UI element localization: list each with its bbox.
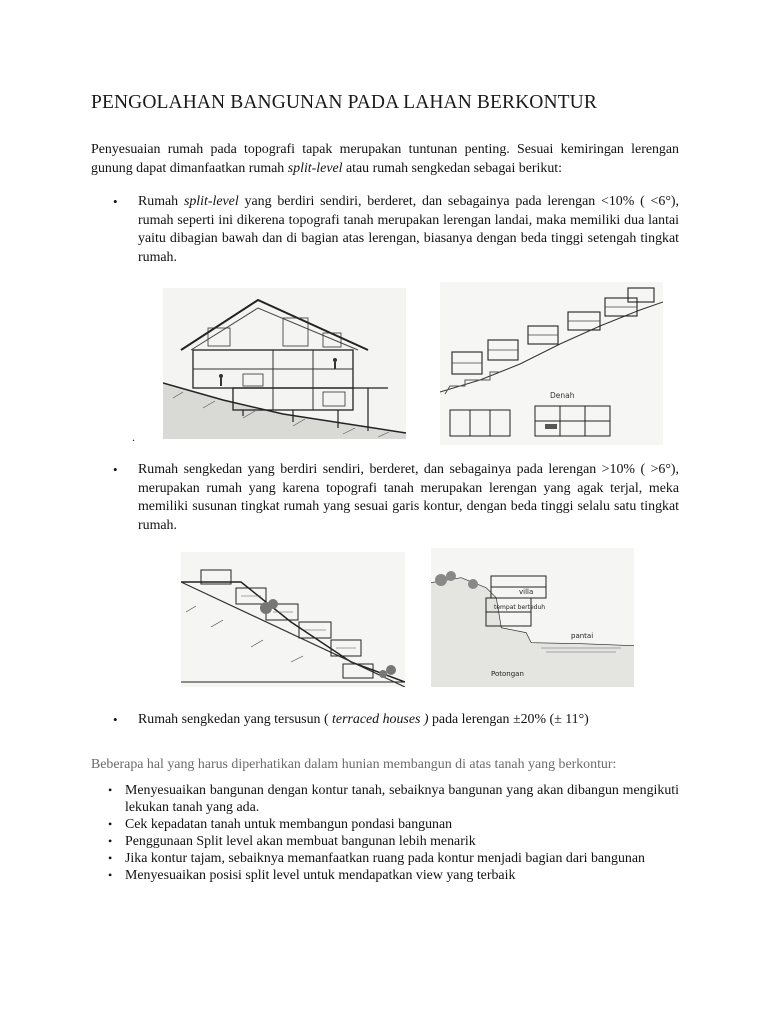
villa-coastal-section-illustration <box>431 548 634 687</box>
bullet-split-level <box>91 193 679 267</box>
bullet-dot: • <box>108 834 113 848</box>
list-item <box>91 816 679 833</box>
list-item-text: Menyesuaikan bangunan dengan kontur tanah, sebaiknya bangunan yang akan dibangun mengikuti lekukan tanah yang ada. <box>125 783 679 815</box>
bullet-3-text-b: pada lerengan ±20% (± 11°) <box>428 712 589 727</box>
intro-text-1: Penyesuaian rumah pada topografi tapak merupakan tuntunan penting. Sesuai kemiringan lerengan gunung dapat dimanfaatkan rumah <box>91 142 679 176</box>
list-item-text: Jika kontur tajam, sebaiknya memanfaatkan ruang pada kontur menjadi bagian dari bangunan <box>125 851 645 866</box>
bullet-dot: • <box>108 851 113 865</box>
page-title: PENGOLAHAN BANGUNAN PADA LAHAN BERKONTUR <box>91 92 597 113</box>
label-potongan: Potongan <box>491 670 524 678</box>
label-pantai: pantai <box>571 632 594 640</box>
terraced-slope-illustration <box>181 552 405 687</box>
bullet-3-italic: terraced houses ) <box>332 712 429 727</box>
label-denah: Denah <box>550 391 575 400</box>
bullet-dot: • <box>113 462 118 477</box>
list-item-text: Cek kepadatan tanah untuk membangun pondasi bangunan <box>125 817 453 832</box>
intro-paragraph <box>91 140 679 178</box>
bullet-1-text-a: Rumah <box>138 194 184 209</box>
bullet-dot: • <box>113 712 118 727</box>
bullet-1-text-b: yang berdiri sendiri, berderet, dan sebagainya pada lerengan <10% ( <6°), rumah seperti ini dikerena topografi tanah merupakan lerengan landai, maka memiliki dua lantai yaitu dibagian bawah dan di bagian atas lerengan, biasanya dengan beda tinggi setengah tingkat rumah. <box>138 194 679 265</box>
bullet-text <box>138 711 679 730</box>
bullet-dot: • <box>113 194 118 209</box>
bullet-dot: • <box>108 783 113 797</box>
bullet-dot: • <box>108 817 113 831</box>
bullet-1-italic: split-level <box>183 194 239 209</box>
bullet-text: Rumah sengkedan yang berdiri sendiri, berderet, dan sebagainya pada lerengan >10% ( >6°), merupakan rumah yang karena topografi tanah merupakan lerengan yang agak terjal, meka memiliki susunan tingkat rumah yang sesuai garis kontur, dengan beda tinggi selalu satu tingkat rumah. <box>138 462 679 533</box>
bullet-text <box>138 193 679 267</box>
considerations-list <box>91 782 679 884</box>
bullet-terraced <box>91 711 679 730</box>
intro-text-2: atau rumah sengkedan sebagai berikut: <box>342 161 562 176</box>
bullet-sengkedan <box>91 461 679 535</box>
label-villa: villa <box>519 588 534 596</box>
list-item <box>91 850 679 867</box>
list-item <box>91 833 679 850</box>
list-item <box>91 867 679 884</box>
stepped-houses-plan-illustration <box>440 282 663 445</box>
list-item-text: Menyesuaikan posisi split level untuk mendapatkan view yang terbaik <box>125 868 516 883</box>
bullet-dot: • <box>108 868 113 882</box>
considerations-heading: Beberapa hal yang harus diperhatikan dalam hunian membangun di atas tanah yang berkontur: <box>91 757 617 772</box>
intro-italic-term: split-level <box>287 161 343 176</box>
list-item <box>91 782 679 816</box>
list-item-text: Penggunaan Split level akan membuat bangunan lebih menarik <box>125 834 476 849</box>
stray-dot: . <box>132 430 135 444</box>
label-tempat-berteduh: tempat berteduh <box>494 604 546 611</box>
split-level-section-illustration <box>163 288 406 439</box>
bullet-3-text-a: Rumah sengkedan yang tersusun ( <box>138 712 333 727</box>
